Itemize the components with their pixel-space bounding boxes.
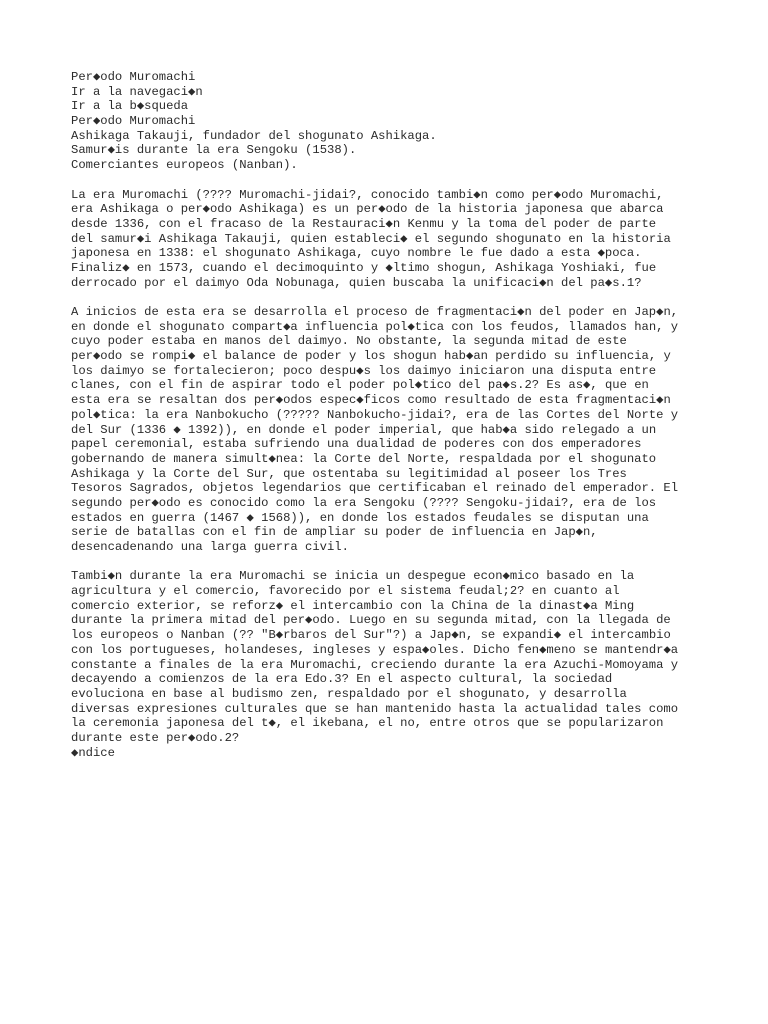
image-caption-line: Ashikaga Takauji, fundador del shogunato Ashikaga. — [71, 128, 437, 143]
paragraph-intro — [71, 188, 711, 291]
text-line: gobernando de manera simult◆nea: la Corte del Norte, respaldada por el shogunato — [71, 451, 657, 466]
text-line: Ashikaga y la Corte del Sur, que ostentaba su legitimidad al poseer los Tres — [71, 466, 627, 481]
text-line: pol◆tica: la era Nanbokucho (????? Nanbokucho-jidai?, era de las Cortes del Norte y — [71, 407, 679, 422]
text-line: durante este per◆odo.2? — [71, 730, 240, 745]
text-line: segundo per◆odo es conocido como la era Sengoku (???? Sengoku-jidai?, era de los — [71, 495, 657, 510]
document-body — [71, 70, 711, 760]
text-line: decayendo a comienzos de la era Edo.3? En el aspecto cultural, la sociedad — [71, 672, 613, 687]
text-line: Tesoros Sagrados, objetos legendarios que certificaban el reinado del emperador. El — [71, 481, 679, 496]
text-line: del samur◆i Ashikaga Takauji, quien estableci◆ el segundo shogunato en la historia — [71, 231, 671, 246]
table-of-contents-heading: ◆ndice — [71, 745, 115, 760]
text-line: A inicios de esta era se desarrolla el proceso de fragmentaci◆n del poder en Jap◆n, — [71, 305, 679, 319]
text-line: cuyo poder estaba en manos del daimyo. No obstante, la segunda mitad de este — [71, 334, 627, 349]
text-line: durante la primera mitad del per◆odo. Luego en su segunda mitad, con la llegada de — [71, 613, 671, 628]
page-title-line: Per◆odo Muromachi — [71, 70, 196, 84]
text-line: desde 1336, con el fracaso de la Restauraci◆n Kenmu y la toma del poder de parte — [71, 216, 657, 231]
header-block — [71, 70, 711, 173]
text-line: estados en guerra (1467 ◆ 1568)), en donde los estados feudales se disputan una — [71, 510, 649, 525]
text-line: los daimyo se fortalecieron; poco despu◆s los daimyo iniciaron una disputa entre — [71, 363, 657, 378]
text-line: agricultura y el comercio, favorecido por el sistema feudal;2? en cuanto al — [71, 584, 620, 599]
text-line: comercio exterior, se reforz◆ el intercambio con la China de la dinast◆a Ming — [71, 598, 635, 613]
article-title-line: Per◆odo Muromachi — [71, 114, 196, 129]
skip-to-navigation-line: Ir a la navegaci◆n — [71, 84, 203, 99]
text-line: diversas expresiones culturales que se han mantenido hasta la actualidad tales como — [71, 701, 679, 716]
text-line: serie de batallas con el fin de ampliar su poder de influencia en Jap◆n, — [71, 525, 598, 540]
paragraph-fragmentation — [71, 305, 711, 555]
text-line: la ceremonia japonesa del t◆, el ikebana, el no, entre otros que se popularizaron — [71, 716, 664, 731]
text-line: del Sur (1336 ◆ 1392)), en donde el poder imperial, que hab◆a sido relegado a un — [71, 422, 657, 437]
text-line: desencadenando una larga guerra civil. — [71, 540, 349, 554]
text-line: Finaliz◆ en 1573, cuando el decimoquinto y ◆ltimo shogun, Ashikaga Yoshiaki, fue — [71, 260, 657, 275]
image-caption-line: Comerciantes europeos (Nanban). — [71, 158, 298, 173]
paragraph-economy-culture — [71, 569, 711, 760]
text-line: era Ashikaga o per◆odo Ashikaga) es un per◆odo de la historia japonesa que abarca — [71, 202, 664, 217]
text-line: papel ceremonial, estaba sufriendo una dualidad de poderes con dos emperadores — [71, 437, 642, 452]
text-line: per◆odo se rompi◆ el balance de poder y los shogun hab◆an perdido su influencia, y — [71, 349, 671, 364]
text-line: con los portugueses, holandeses, ingleses y espa◆oles. Dicho fen◆meno se mantendr◆a — [71, 642, 679, 657]
image-caption-line: Samur◆is durante la era Sengoku (1538). — [71, 143, 357, 158]
text-line: en donde el shogunato compart◆a influencia pol◆tica con los feudos, llamados han, y — [71, 319, 679, 334]
paragraph-gap — [71, 173, 711, 188]
skip-to-search-line: Ir a la b◆squeda — [71, 99, 189, 114]
text-line: constante a finales de la era Muromachi, creciendo durante la era Azuchi-Momoyama y — [71, 657, 679, 672]
text-line: esta era se resaltan dos per◆odos espec◆ficos como resultado de esta fragmentaci◆n — [71, 393, 671, 408]
text-line: los europeos o Nanban (?? "B◆rbaros del Sur"?) a Jap◆n, se expandi◆ el intercambio — [71, 628, 671, 643]
paragraph-gap — [71, 290, 711, 305]
text-line: derrocado por el daimyo Oda Nobunaga, quien buscaba la unificaci◆n del pa◆s.1? — [71, 275, 642, 290]
text-line: evoluciona en base al budismo zen, respaldado por el shogunato, y desarrolla — [71, 686, 627, 701]
text-line: japonesa en 1338: el shogunato Ashikaga, cuyo nombre le fue dado a esta ◆poca. — [71, 246, 642, 261]
text-line: La era Muromachi (???? Muromachi-jidai?, conocido tambi◆n como per◆odo Muromachi, — [71, 187, 664, 202]
text-line: Tambi◆n durante la era Muromachi se inicia un despegue econ◆mico basado en la — [71, 569, 635, 584]
paragraph-gap — [71, 555, 711, 570]
text-line: clanes, con el fin de aspirar todo el poder pol◆tico del pa◆s.2? Es as◆, que en — [71, 378, 649, 393]
